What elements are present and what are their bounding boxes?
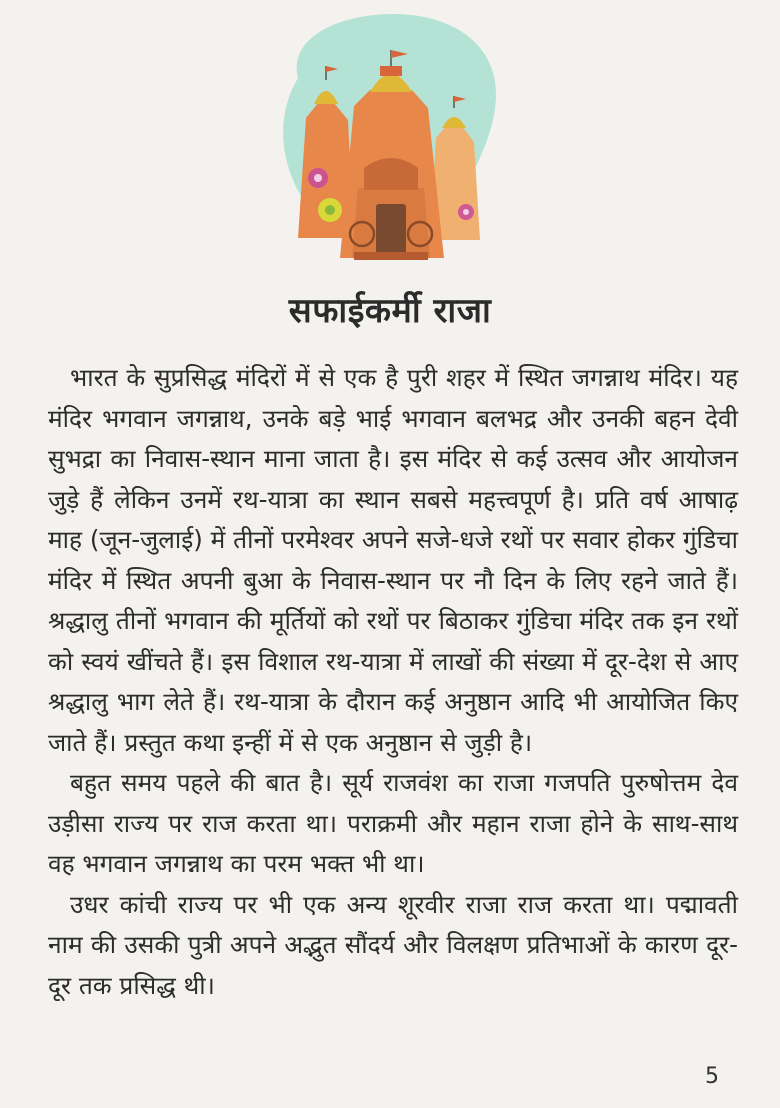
paragraph: बहुत समय पहले की बात है। सूर्य राजवंश का राजा गजपति पुरुषोत्तम देव उड़ीसा राज्य पर राज करता था। पराक्रमी और महान राजा होने के साथ-साथ वह भगवान जगन्नाथ का परम भक्त भी था। <box>48 768 738 878</box>
jagannath-temple-illustration <box>258 8 516 270</box>
paragraph: भारत के सुप्रसिद्ध मंदिरों में से एक है पुरी शहर में स्थित जगन्नाथ मंदिर। यह मंदिर भगवान जगन्नाथ, उनके बड़े भाई भगवान बलभद्र और उनकी बहन देवी सुभद्रा का निवास-स्थान माना जाता है। इस मंदिर से कई उत्सव और आयोजन जुड़े हैं लेकिन उनमें रथ-यात्रा का स्थान सबसे महत्त्वपूर्ण है। प्रति वर्ष आषाढ़ माह (जून-जुलाई) में तीनों परमेश्वर अपने सजे-धजे रथों पर सवार होकर गुंडिचा मंदिर में स्थित अपनी बुआ के निवास-स्थान पर नौ दिन के लिए रहने जाते हैं। श्रद्धालु तीनों भगवान की मूर्तियों को रथों पर बिठाकर गुंडिचा मंदिर तक इन रथों को स्वयं खींचते हैं। इस विशाल रथ-यात्रा में लाखों की संख्या में दूर-देश से आए श्रद्धालु भाग लेते हैं। रथ-यात्रा के दौरान कई अनुष्ठान आदि भी आयोजित किए जाते हैं। प्रस्तुत कथा इन्हीं में से एक अनुष्ठान से जुड़ी है। <box>48 363 738 757</box>
page-number: 5 <box>705 1064 719 1089</box>
paragraph: उधर कांची राज्य पर भी एक अन्य शूरवीर राजा राज करता था। पद्मावती नाम की उसकी पुत्री अपने अद्भुत सौंदर्य और विलक्षण प्रतिभाओं के कारण दूर-दूर तक प्रसिद्ध थी। <box>48 889 738 1000</box>
story-body <box>48 358 738 1006</box>
page-title: सफाईकर्मी राजा <box>288 291 492 331</box>
